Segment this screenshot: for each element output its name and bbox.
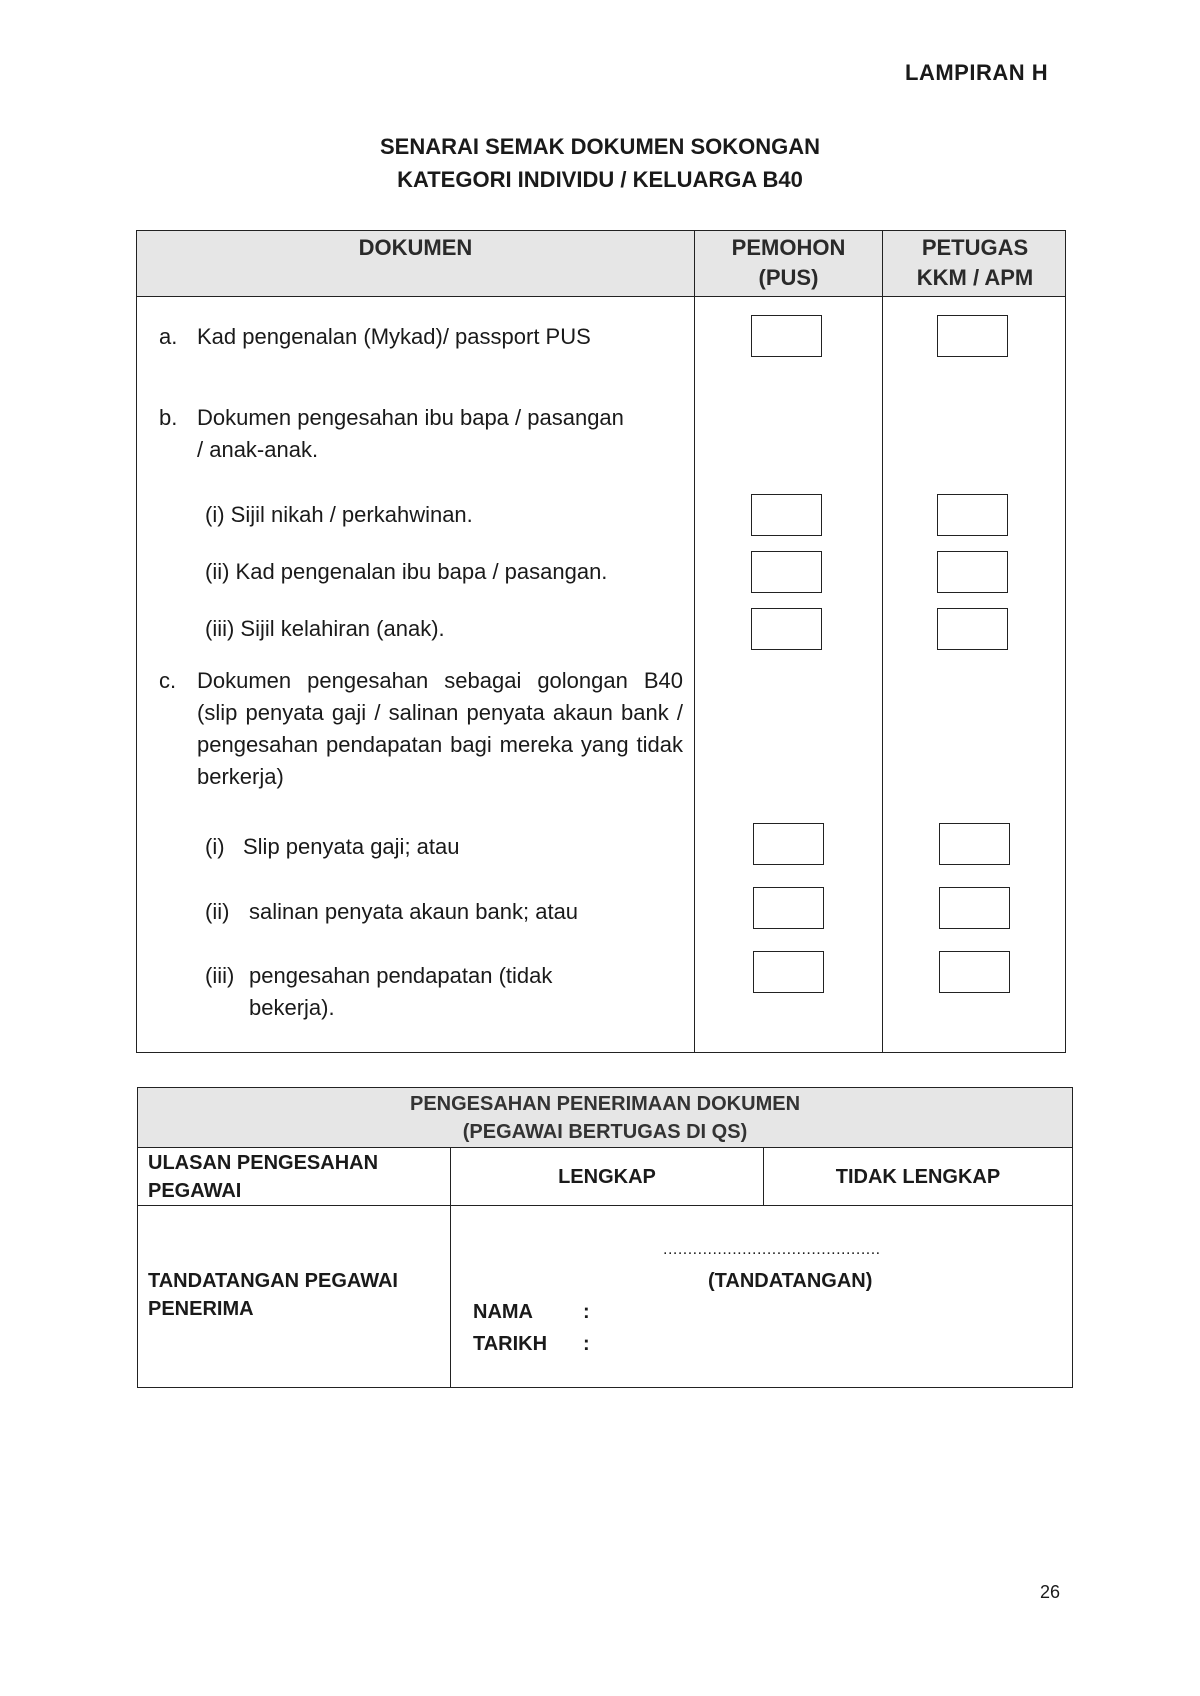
document-subtitle: KATEGORI INDIVIDU / KELUARGA B40 — [397, 167, 803, 192]
item-marker: a. — [159, 324, 178, 349]
column-header-applicant: PEMOHON (PUS) — [731, 235, 846, 290]
item-b-text: Dokumen pengesahan ibu bapa / pasangan / anak-anak. — [197, 405, 624, 462]
item-a-text: Kad pengenalan (Mykad)/ passport PUS — [197, 324, 591, 349]
column-header-document: DOKUMEN — [358, 235, 473, 260]
signature-line[interactable]: ............................................ — [663, 1241, 881, 1258]
officer-checkbox[interactable] — [937, 315, 1008, 357]
item-b-sub-3: (iii) Sijil kelahiran (anak). — [205, 616, 445, 641]
applicant-checkbox[interactable] — [751, 608, 822, 650]
checklist-table — [136, 230, 1066, 1053]
item-c-sub-1: Slip penyata gaji; atau — [243, 834, 460, 859]
complete-option[interactable]: LENGKAP — [558, 1166, 656, 1188]
column-header-officer: PETUGAS KKM / APM — [916, 235, 1034, 290]
column-divider — [694, 231, 695, 1052]
officer-checkbox[interactable] — [937, 494, 1008, 536]
item-b-sub-2: (ii) Kad pengenalan ibu bapa / pasangan. — [205, 559, 608, 584]
item-b-sub-1: (i) Sijil nikah / perkahwinan. — [205, 502, 473, 527]
date-label: TARIKH — [473, 1333, 548, 1355]
appendix-label: LAMPIRAN H — [905, 60, 1049, 85]
name-colon: : — [583, 1301, 590, 1323]
officer-checkbox[interactable] — [939, 887, 1010, 929]
officer-checkbox[interactable] — [937, 551, 1008, 593]
applicant-checkbox[interactable] — [753, 951, 824, 993]
incomplete-option[interactable]: TIDAK LENGKAP — [835, 1166, 1001, 1188]
item-marker: c. — [159, 668, 177, 693]
item-c-sub-marker: (iii) — [205, 963, 235, 988]
confirmation-title: PENGESAHAN PENERIMAAN DOKUMEN — [409, 1093, 801, 1115]
item-marker: b. — [159, 405, 178, 430]
item-c-sub-marker: (ii) — [205, 899, 230, 924]
officer-checkbox[interactable] — [937, 608, 1008, 650]
document-title: SENARAI SEMAK DOKUMEN SOKONGAN — [379, 134, 821, 159]
item-c-sub-marker: (i) — [205, 834, 225, 859]
signature-caption: (TANDATANGAN) — [708, 1270, 873, 1292]
signature-label: TANDATANGAN PEGAWAI PENERIMA — [148, 1270, 398, 1320]
confirmation-header — [138, 1088, 1072, 1148]
name-label: NAMA — [473, 1301, 533, 1323]
confirmation-table — [137, 1087, 1073, 1388]
officer-checkbox[interactable] — [939, 951, 1010, 993]
remarks-label: ULASAN PENGESAHAN PEGAWAI — [148, 1152, 379, 1202]
officer-checkbox[interactable] — [939, 823, 1010, 865]
date-colon: : — [583, 1333, 590, 1355]
applicant-checkbox[interactable] — [751, 551, 822, 593]
confirmation-subtitle: (PEGAWAI BERTUGAS DI QS) — [462, 1121, 748, 1143]
applicant-checkbox[interactable] — [753, 887, 824, 929]
page-number: 26 — [1040, 1582, 1061, 1602]
applicant-checkbox[interactable] — [751, 494, 822, 536]
item-c-text: Dokumen pengesahan sebagai golongan B40 (slip penyata gaji / salinan penyata akaun bank / pengesahan pendapatan bagi mereka yang tidak berkerja) — [197, 668, 683, 789]
item-c-sub-2: salinan penyata akaun bank; atau — [249, 899, 579, 924]
item-c-sub-3: pengesahan pendapatan (tidak bekerja). — [249, 963, 553, 1020]
applicant-checkbox[interactable] — [751, 315, 822, 357]
applicant-checkbox[interactable] — [753, 823, 824, 865]
row-divider — [138, 1205, 1072, 1206]
column-divider — [882, 231, 883, 1052]
